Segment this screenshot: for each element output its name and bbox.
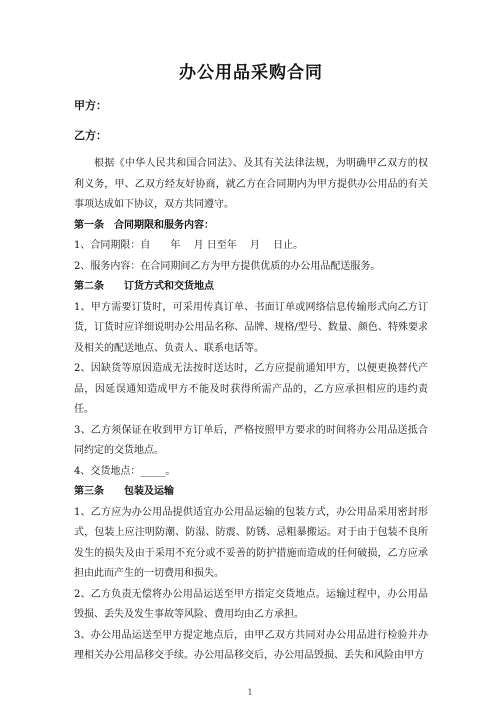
article-1-item-1: 1、合同期限：自 年 月 日至年 月 日止。 xyxy=(74,240,304,251)
article-2-item-1: 1、甲方需要订货时，可采用传真订单、书面订单或网络信息传输形式向乙方订货，订货时应详细说明办公用品名称、品牌、规格/型号、数量、颜色、特殊要求及相关的配送地点、负责人、联系电话等。 xyxy=(74,301,428,354)
page-number: 1 xyxy=(247,688,253,697)
party-a-label: 甲方： xyxy=(74,99,107,112)
article-3-item-1: 1、乙方应为办公用品提供适宜办公用品运输的包装方式，办公用品采用密封形式，包装上应注明防潮、防湿、防震、防锈、忌粗暴搬运。对于由于包装不良所发生的损失及由于采用不充分或不妥善的防护措施而造成的任何破损，乙方应承担由此而产生的一切费用和损失。 xyxy=(74,506,428,579)
article-3-item-3: 3、办公用品运送至甲方提定地点后，由甲乙双方共同对办公用品进行检验并办理相关办公用品移交手续。办公用品移交后，办公用品毁损、丢失和风险由甲方 xyxy=(74,629,428,661)
article-2-item-3: 3、乙方须保证在收到甲方订单后，严格按照甲方要求的时间将办公用品送抵合同约定的交货地点。 xyxy=(74,424,428,456)
article-2-item-2: 2、因缺货等原因造成无法按时送达时，乙方应提前通知甲方，以便更换替代产品，因延误通知造成甲方不能及时获得所需产品的，乙方应承担相应的违约责任。 xyxy=(74,363,428,415)
preamble-paragraph: 根据《中华人民共和国合同法》、及其有关法律法规，为明确甲乙双方的权利义务，甲、乙双方经友好协商，就乙方在合同期内为甲方提供办公用品的有关事项达成如下协议，双方共同遵守。 xyxy=(74,158,428,210)
article-2-item-4: 4、交货地点：_____。 xyxy=(74,465,176,477)
article-1-heading: 第一条 合同期限和服务内容： xyxy=(74,219,214,231)
article-3-heading: 第三条 包装及运输 xyxy=(74,486,174,497)
document-title: 办公用品采购合同 xyxy=(179,63,323,83)
article-2-heading: 第二条 订货方式和交货地点 xyxy=(74,281,214,292)
article-1-item-2: 2、服务内容：在合同期间乙方为甲方提供优质的办公用品配送服务。 xyxy=(74,260,381,272)
party-b-label: 乙方： xyxy=(74,129,107,142)
article-3-item-2: 2、乙方负责无偿将办公用品运送至甲方指定交货地点。运输过程中，办公用品毁损、丢失及发生事故等风险、费用均由乙方承担。 xyxy=(74,588,428,620)
